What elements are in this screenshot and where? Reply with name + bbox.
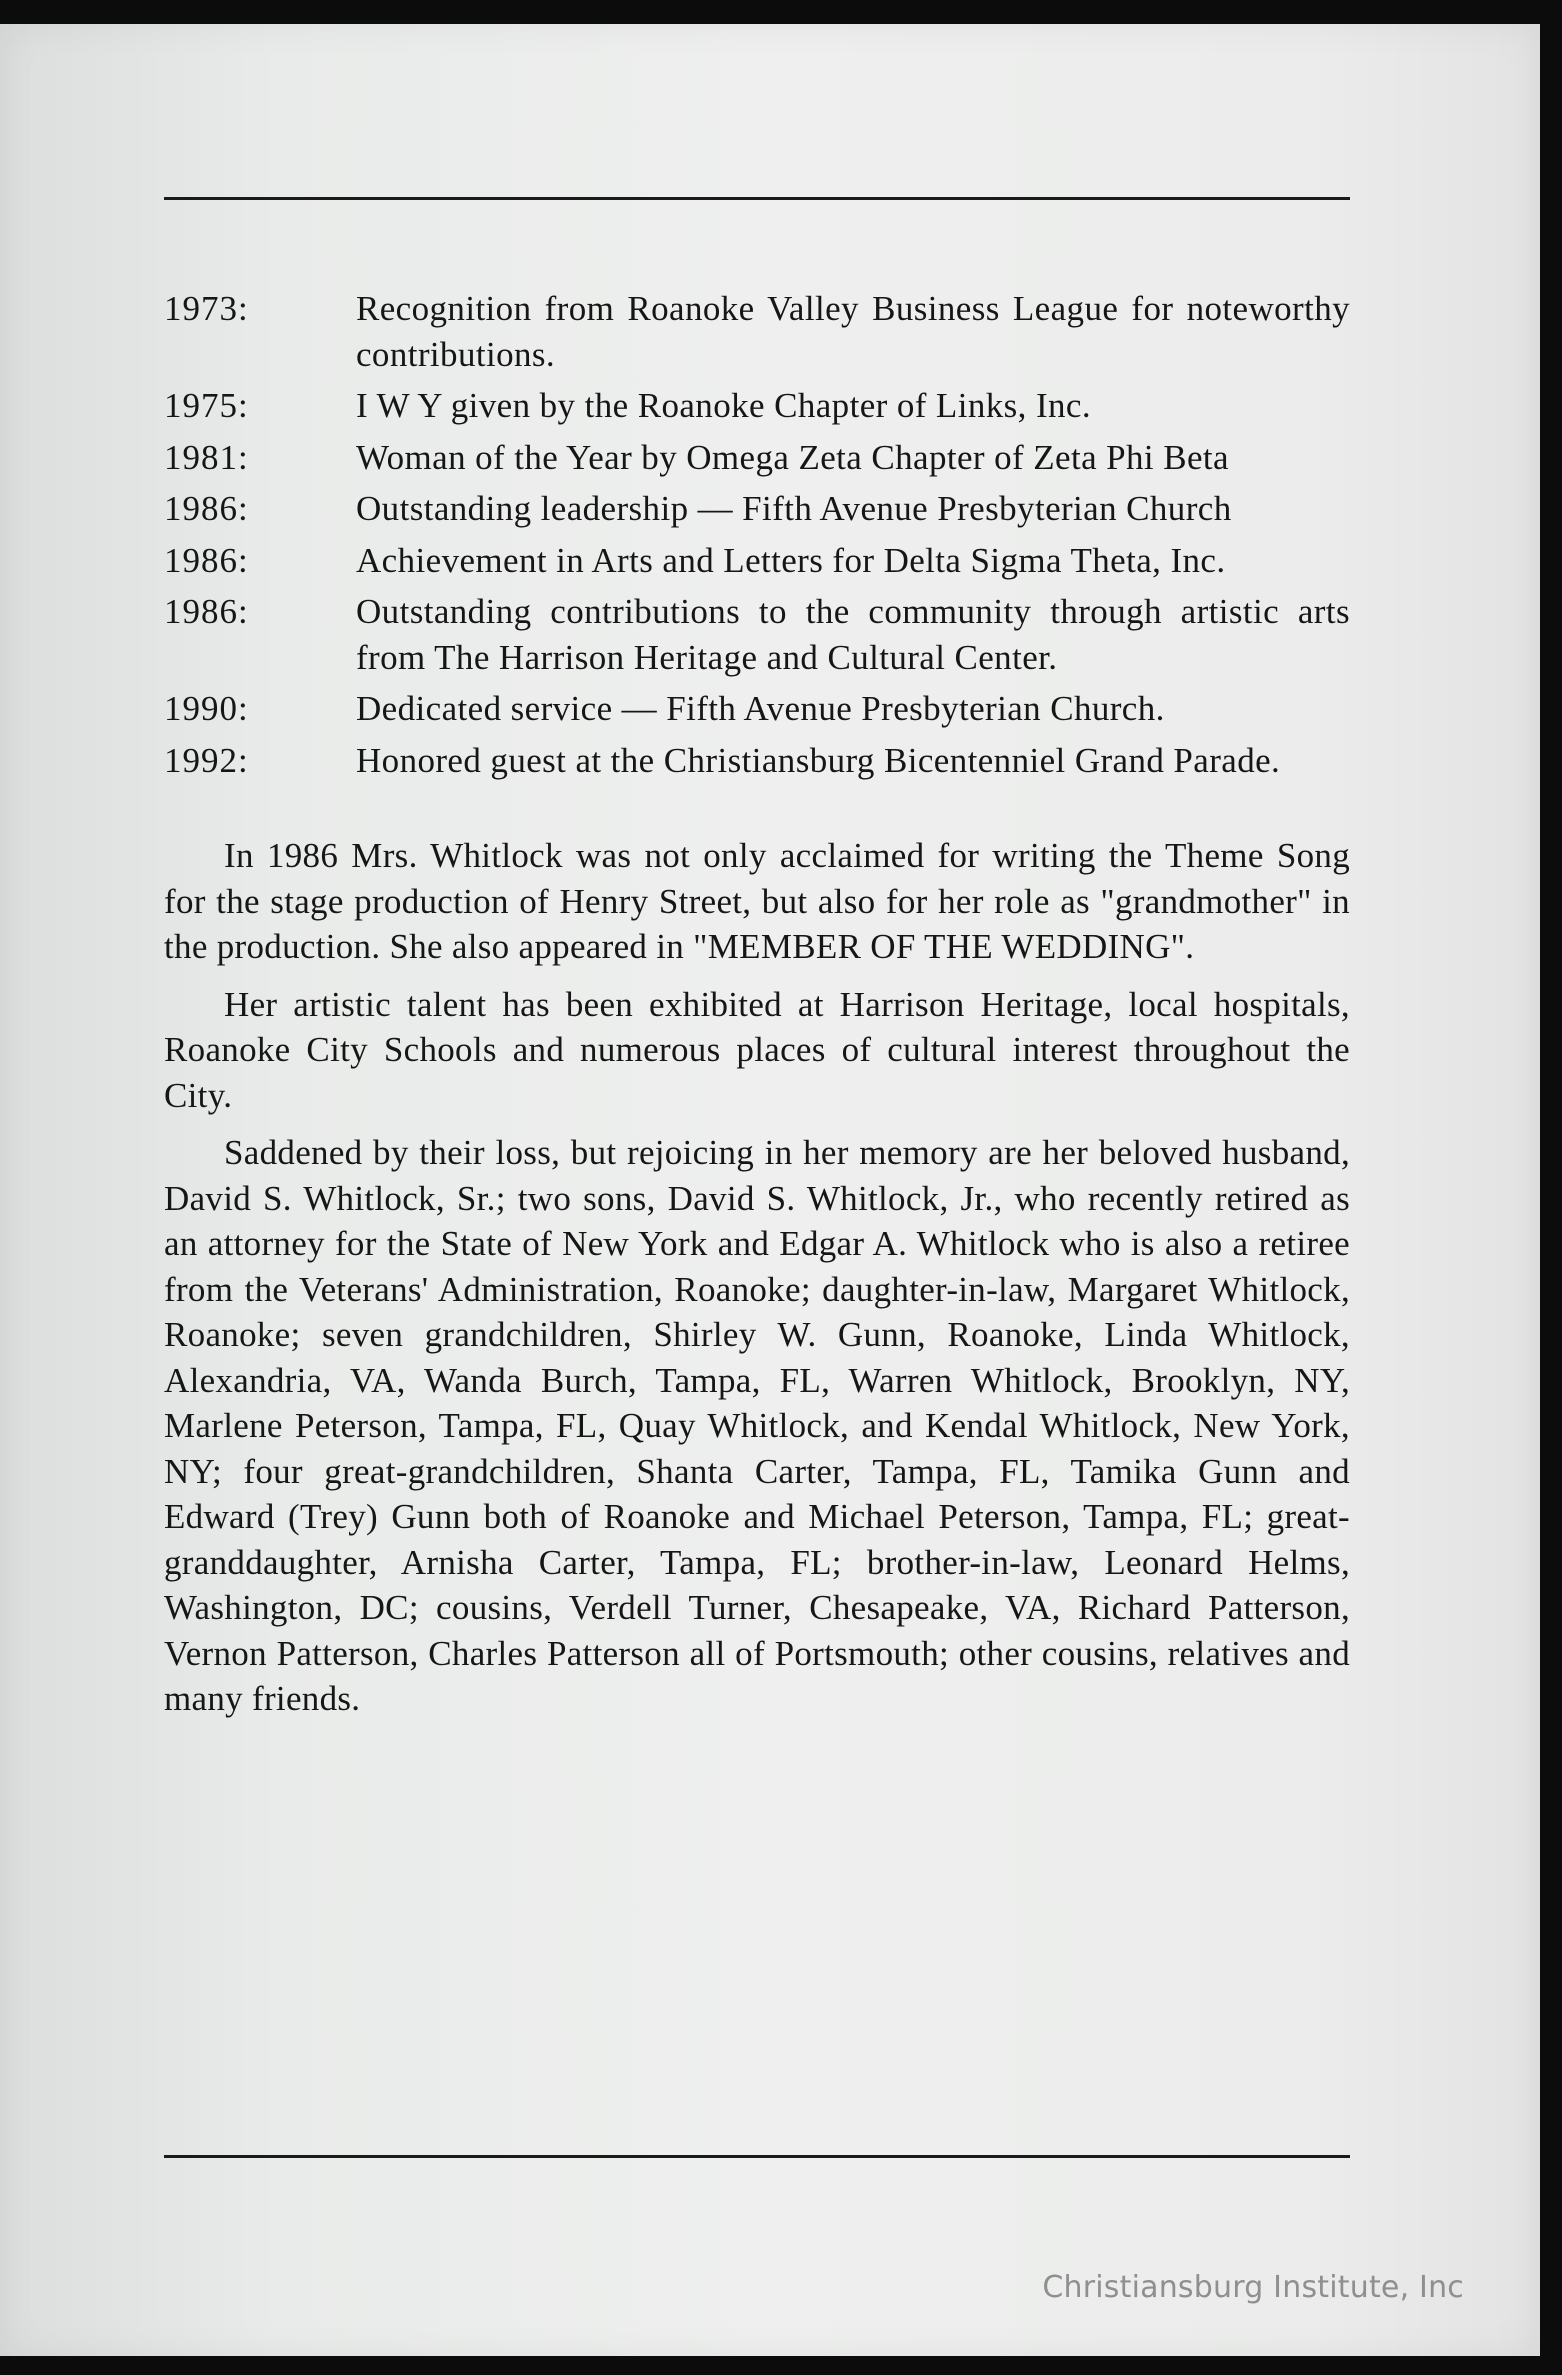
award-year: 1975: bbox=[164, 386, 249, 425]
award-entry bbox=[164, 589, 1350, 680]
award-description: Recognition from Roanoke Valley Business League for noteworthy contributions. bbox=[356, 289, 1350, 374]
document-page bbox=[0, 24, 1540, 2356]
paragraph-artistic-talent: Her artistic talent has been exhibited at Harrison Heritage, local hospitals, Roanoke City Schools and numerous places of cultural interest throughout the City. bbox=[164, 984, 1350, 1115]
award-entry bbox=[164, 435, 1350, 481]
award-year: 1986: bbox=[164, 489, 249, 528]
award-entry bbox=[164, 538, 1350, 584]
award-entry bbox=[164, 738, 1350, 784]
paragraph-theme-song: In 1986 Mrs. Whitlock was not only acclaimed for writing the Theme Song for the stage production of Henry Street, but also for her role as "grandmother" in the production. She also appeared in "MEMBER OF THE WEDDING". bbox=[164, 836, 1350, 966]
award-description: I W Y given by the Roanoke Chapter of Links, Inc. bbox=[356, 386, 1091, 425]
award-year: 1992: bbox=[164, 740, 249, 780]
award-entry bbox=[164, 686, 1350, 732]
award-year: 1990: bbox=[164, 689, 249, 728]
award-description: Achievement in Arts and Letters for Delta Sigma Theta, Inc. bbox=[356, 540, 1226, 580]
award-year: 1981: bbox=[164, 437, 249, 477]
award-description: Woman of the Year by Omega Zeta Chapter of Zeta Phi Beta bbox=[356, 437, 1229, 477]
paragraph-survivors: Saddened by their loss, but rejoicing in her memory are her beloved husband, David S. Whitlock, Sr.; two sons, David S. Whitlock, Jr., who recently retired as an attorney for the State of New York and Edgar A. Whitlock who is also a retiree from the Veterans' Administration, Roanoke; daughter-in-law, Margaret Whitlock, Roanoke; seven grandchildren, Shirley W. Gunn, Roanoke, Linda Whitlock, Alexandria, VA, Wanda Burch, Tampa, FL, Warren Whitlock, Brooklyn, NY, Marlene Peterson, Tampa, FL, Quay Whitlock, and Kendal Whitlock, New York, NY; four great-grandchildren, Shanta Carter, Tampa, FL, Tamika Gunn and Edward (Trey) Gunn both of Roanoke and Michael Peterson, Tampa, FL; great-granddaughter, Arnisha Carter, Tampa, FL; brother-in-law, Leonard Helms, Washington, DC; cousins, Verdell Turner, Chesapeake, VA, Richard Patterson, Vernon Patterson, Charles Patterson all of Portsmouth; other cousins, relatives and many friends. bbox=[164, 1133, 1350, 1718]
award-entry bbox=[164, 486, 1350, 532]
award-year: 1986: bbox=[164, 540, 249, 580]
award-description: Outstanding leadership — Fifth Avenue Presbyterian Church bbox=[356, 489, 1232, 528]
award-description: Dedicated service — Fifth Avenue Presbyterian Church. bbox=[356, 689, 1165, 728]
award-description: Outstanding contributions to the community through artistic arts from The Harrison Heritage and Cultural Center. bbox=[356, 592, 1350, 677]
award-entry bbox=[164, 286, 1350, 377]
award-description: Honored guest at the Christiansburg Bicentenniel Grand Parade. bbox=[356, 740, 1281, 780]
award-year: 1973: bbox=[164, 289, 249, 328]
page-content bbox=[164, 286, 1350, 1722]
award-entry bbox=[164, 383, 1350, 429]
top-rule bbox=[164, 197, 1350, 200]
awards-list bbox=[164, 286, 1350, 783]
award-year: 1986: bbox=[164, 592, 249, 631]
bottom-rule bbox=[164, 2155, 1350, 2158]
watermark-text: Christiansburg Institute, Inc bbox=[1042, 2270, 1464, 2305]
